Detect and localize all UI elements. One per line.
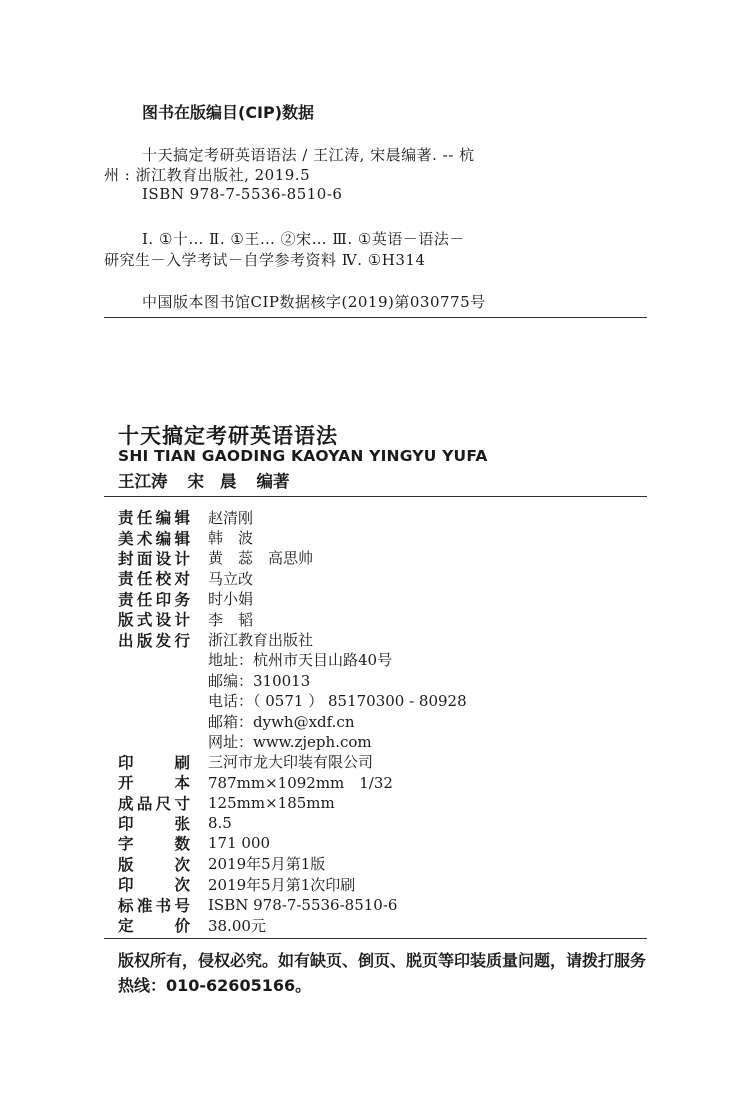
info-value: 171 000 xyxy=(208,834,271,853)
cip-line-subjects-cont: 研究生－入学考试－自学参考资料 Ⅳ. ①H314 xyxy=(104,251,426,269)
info-label: 标 准 书 号 xyxy=(118,896,190,915)
info-label: 出 版 发 行 xyxy=(118,631,190,650)
cip-line-isbn: ISBN 978-7-5536-8510-6 xyxy=(142,185,343,203)
author-2-given: 晨 xyxy=(220,472,237,491)
cip-line-record-number: 中国版本图书馆CIP数据核字(2019)第030775号 xyxy=(142,293,486,311)
info-label: 封 面 设 计 xyxy=(118,549,190,568)
info-value: 韩 波 xyxy=(208,529,254,548)
author-1: 王江涛 xyxy=(118,472,168,491)
info-value: ISBN 978-7-5536-8510-6 xyxy=(208,895,398,914)
info-value: 黄 蕊 高思帅 xyxy=(208,549,314,568)
info-value: 2019年5月第1次印刷 xyxy=(208,875,356,894)
info-label: 定 价 xyxy=(118,917,190,936)
book-title-pinyin: SHI TIAN GAODING KAOYAN YINGYU YUFA xyxy=(118,447,488,465)
info-value: 787mm×1092mm 1/32 xyxy=(208,773,393,792)
info-label: 美 术 编 辑 xyxy=(118,529,190,548)
divider-title xyxy=(104,496,647,497)
author-role: 编著 xyxy=(256,472,290,491)
info-row-word-count xyxy=(118,833,638,853)
info-row-printing xyxy=(118,874,638,894)
cip-heading: 图书在版编目(CIP)数据 xyxy=(142,103,315,122)
info-row-editor xyxy=(118,507,638,527)
cip-line-publisher: 州 : 浙江教育出版社, 2019.5 xyxy=(104,166,311,184)
publisher-phone: 电话：（ 0571 ） 85170300 - 80928 xyxy=(208,692,467,711)
info-row-art-editor xyxy=(118,527,638,547)
info-row-printer xyxy=(118,752,638,772)
info-row-cover-design xyxy=(118,548,638,568)
info-value: 赵清刚 xyxy=(208,508,254,527)
authors-line xyxy=(118,468,290,492)
info-label: 印 次 xyxy=(118,876,190,895)
info-label: 印 刷 xyxy=(118,753,190,772)
info-value: 时小娟 xyxy=(208,590,254,609)
info-label: 开 本 xyxy=(118,774,190,793)
info-row-sheets xyxy=(118,813,638,833)
publisher-address: 地址：杭州市天目山路40号 xyxy=(208,651,393,670)
info-value: 8.5 xyxy=(208,814,232,833)
info-row-publisher xyxy=(118,629,638,649)
author-2-surname: 宋 xyxy=(187,472,204,491)
info-label: 印 张 xyxy=(118,815,190,834)
info-label: 责 任 印 务 xyxy=(118,590,190,609)
info-value: 马立改 xyxy=(208,569,254,588)
divider-footer xyxy=(104,938,647,939)
info-value: 浙江教育出版社 xyxy=(208,631,314,650)
info-row-price xyxy=(118,915,638,935)
info-value: 38.00元 xyxy=(208,916,266,935)
info-row-layout-design xyxy=(118,609,638,629)
info-value: 三河市龙大印装有限公司 xyxy=(208,753,374,772)
book-title-chinese: 十天搞定考研英语语法 xyxy=(118,424,338,448)
info-value: 2019年5月第1版 xyxy=(208,855,326,874)
info-row-format xyxy=(118,772,638,792)
info-label: 成 品 尺 寸 xyxy=(118,794,190,813)
info-row-trim-size xyxy=(118,792,638,812)
info-value: 李 韬 xyxy=(208,610,254,629)
info-value: 125mm×185mm xyxy=(208,793,335,812)
divider-cip xyxy=(104,317,647,318)
publisher-postcode: 邮编：310013 xyxy=(208,671,311,690)
publication-info-table xyxy=(118,507,638,935)
info-label: 版 式 设 计 xyxy=(118,611,190,630)
info-row-isbn xyxy=(118,894,638,914)
publisher-website: 网址：www.zjeph.com xyxy=(208,733,372,751)
info-label: 责 任 编 辑 xyxy=(118,509,190,528)
publisher-email: 邮箱：dywh@xdf.cn xyxy=(208,712,355,731)
info-row-print-manager xyxy=(118,589,638,609)
info-row-edition xyxy=(118,854,638,874)
info-label: 版 次 xyxy=(118,855,190,874)
info-row-proofreader xyxy=(118,568,638,588)
info-label: 责 任 校 对 xyxy=(118,570,190,589)
info-label: 字 数 xyxy=(118,835,190,854)
cip-line-title-author: 十天搞定考研英语语法 / 王江涛, 宋晨编著. -- 杭 xyxy=(142,146,475,164)
cip-line-subjects: Ⅰ. ①十… Ⅱ. ①王… ②宋… Ⅲ. ①英语－语法－ xyxy=(142,230,465,248)
copyright-notice: 版权所有，侵权必究。如有缺页、倒页、脱页等印装质量问题，请拨打服务热线：010-62605166。 xyxy=(118,951,647,995)
